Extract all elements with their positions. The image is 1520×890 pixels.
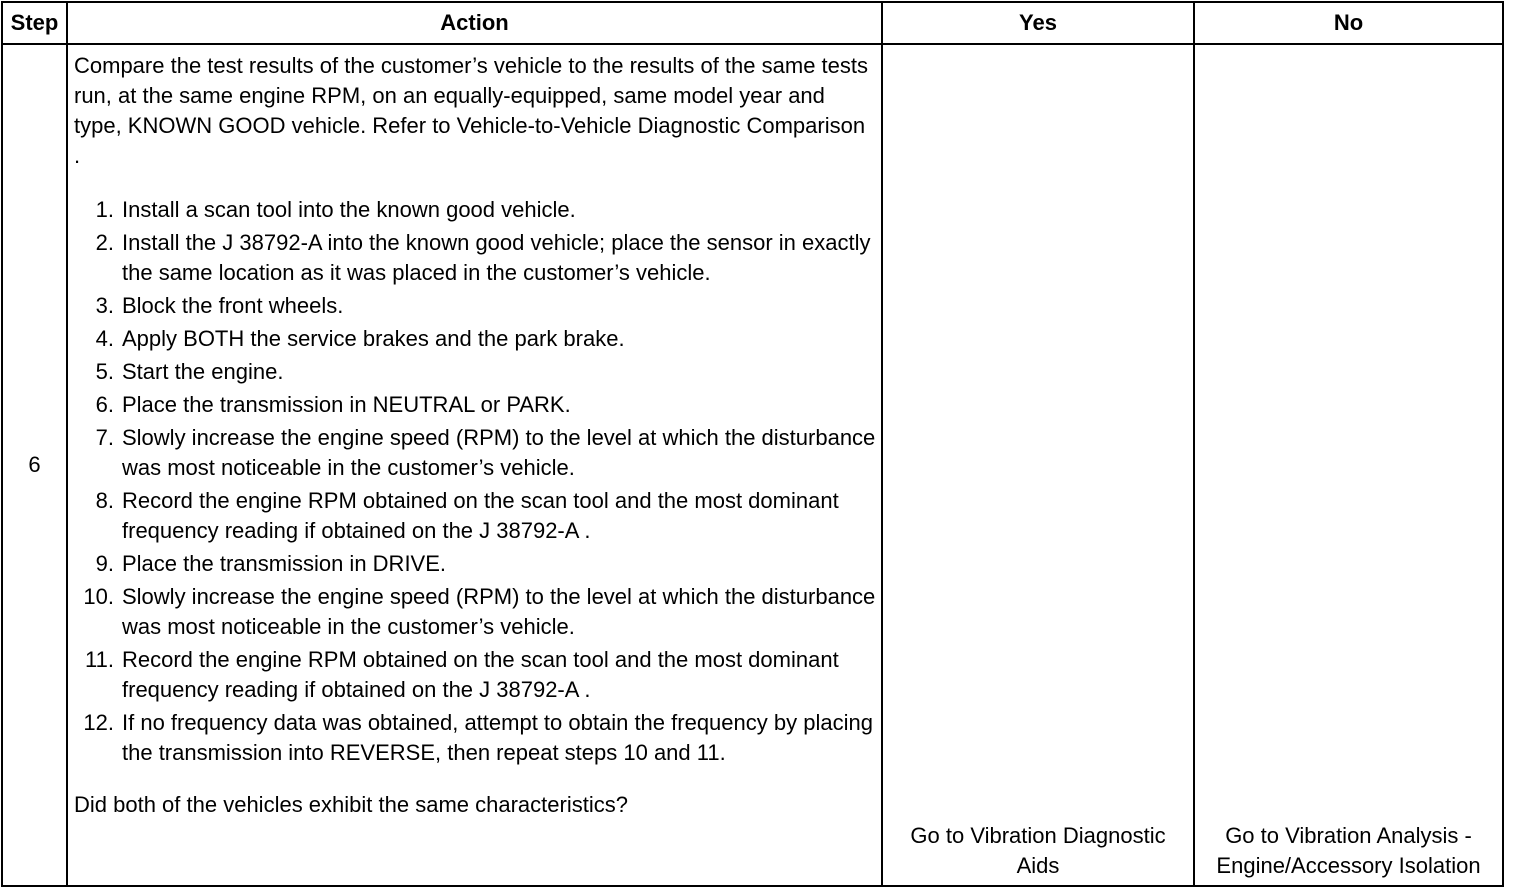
procedure-step [74,291,877,321]
step-number: 6 [2,44,67,886]
header-row [2,2,1503,44]
procedure-step-text: Install a scan tool into the known good vehicle. [122,197,576,222]
procedure-step [74,390,877,420]
no-result: Go to Vibration Analysis - Engine/Accessory Isolation [1194,44,1503,886]
procedure-step [74,582,877,642]
header-step: Step [2,2,67,44]
procedure-step-number: 12. [83,710,114,735]
procedure-step-number: 3. [95,293,114,318]
procedure-step-number: 6. [95,392,114,417]
procedure-step-number: 1. [95,197,114,222]
procedure-step-number: 8. [95,488,114,513]
procedure-step-text: Apply BOTH the service brakes and the park brake. [122,326,625,351]
procedure-step-text: Record the engine RPM obtained on the scan tool and the most dominant frequency reading if obtained on the J 38792-A . [122,647,839,702]
action-question: Did both of the vehicles exhibit the same characteristics? [74,792,628,817]
procedure-step [74,645,877,705]
procedure-step-number: 7. [95,425,114,450]
procedure-step-number: 2. [95,230,114,255]
procedure-step-text: If no frequency data was obtained, attempt to obtain the frequency by placing the transmission into REVERSE, then repeat steps 10 and 11. [122,710,873,765]
procedure-step-text: Place the transmission in DRIVE. [122,551,447,576]
procedure-step [74,324,877,354]
procedure-step [74,549,877,579]
procedure-step-number: 11. [85,647,114,672]
action-cell [67,44,882,886]
header-yes: Yes [882,2,1194,44]
action-intro: Compare the test results of the customer’s vehicle to the results of the same tests run, at the same engine RPM, on an equally-equipped, same model year and type, KNOWN GOOD vehicle. Refer to Vehicle-to-Vehicle Diagnostic Comparison . [74,53,868,168]
step-row [2,44,1503,886]
procedure-step-text: Block the front wheels. [122,293,344,318]
procedure-step-text: Start the engine. [122,359,284,384]
procedure-step-text: Place the transmission in NEUTRAL or PARK. [122,392,571,417]
procedure-step-text: Slowly increase the engine speed (RPM) to the level at which the disturbance was most noticeable in the customer’s vehicle. [122,584,876,639]
procedure-step [74,357,877,387]
procedure-step-number: 9. [95,551,114,576]
procedure-step [74,195,877,225]
header-action: Action [67,2,882,44]
procedure-step-number: 4. [95,326,114,351]
procedure-step-text: Install the J 38792-A into the known good vehicle; place the sensor in exactly the same location as it was placed in the customer’s vehicle. [122,230,871,285]
procedure-step [74,423,877,483]
diagnostic-table [1,1,1504,887]
procedure-step-text: Record the engine RPM obtained on the scan tool and the most dominant frequency reading if obtained on the J 38792-A . [122,488,839,543]
procedure-step-number: 5. [95,359,114,384]
procedure-step [74,708,877,768]
procedure-step [74,486,877,546]
procedure-step-number: 10. [83,584,114,609]
procedure-step-text: Slowly increase the engine speed (RPM) to the level at which the disturbance was most noticeable in the customer’s vehicle. [122,425,876,480]
header-no: No [1194,2,1503,44]
procedure-list [74,195,877,768]
yes-result: Go to Vibration Diagnostic Aids [882,44,1194,886]
procedure-step [74,228,877,288]
